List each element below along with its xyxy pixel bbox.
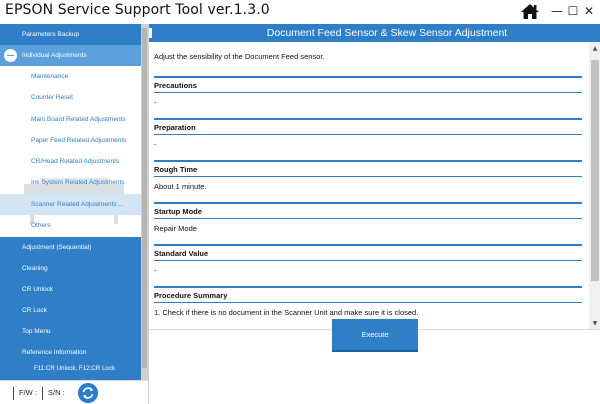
sidebar-subitem-suffix: ... — [118, 201, 124, 208]
maximize-button[interactable]: ☐ — [567, 4, 579, 18]
section-title: Standard Value — [154, 249, 209, 258]
sidebar-subitem-ink-system[interactable]: Ink System Related Adjustments — [31, 179, 125, 187]
section-underline — [154, 302, 582, 303]
section-title: Rough Time — [154, 165, 198, 174]
home-icon[interactable] — [520, 3, 540, 20]
section-body: Repair Mode — [154, 224, 197, 233]
section-title: Procedure Summary — [154, 291, 228, 300]
scroll-up-icon[interactable]: ▲ — [592, 44, 598, 52]
main-panel — [148, 24, 600, 404]
section-underline — [154, 176, 582, 177]
sidebar-item-cleaning[interactable]: Cleaning — [22, 265, 48, 272]
page-title — [149, 24, 600, 42]
status-bar — [0, 380, 148, 404]
intro-text: Adjust the sensibility of the Document Feed sensor. — [154, 52, 325, 61]
header-accent-bar — [149, 28, 152, 38]
sidebar-subitem-cr-head[interactable]: CR/Head Related Adjustments — [31, 158, 120, 166]
close-button[interactable]: ✕ — [583, 4, 595, 18]
sidebar-item-reference-information[interactable]: Reference Information — [22, 349, 87, 356]
section-title: Startup Mode — [154, 207, 202, 216]
content-scrollbar-thumb[interactable] — [591, 60, 599, 281]
sidebar-subitem-paper-feed[interactable]: Paper Feed Related Adjustments — [31, 136, 127, 144]
sidebar-item-individual-adjustments[interactable] — [0, 45, 148, 66]
sidebar-scrollbar[interactable] — [141, 24, 148, 380]
execute-button[interactable]: Execute — [332, 319, 418, 352]
sidebar-subitem-main-board[interactable]: Main Board Related Adjustments — [31, 115, 126, 123]
serial-number-label: S/N : — [48, 388, 65, 397]
section-title: Preparation — [154, 123, 196, 132]
title-bar — [0, 0, 600, 24]
content-area — [149, 42, 589, 329]
section-body: - — [154, 140, 157, 149]
sidebar-subitem-label: Scanner Related Adjustments — [31, 200, 117, 208]
section-rule — [154, 76, 582, 78]
section-rule — [154, 160, 582, 162]
section-underline — [154, 260, 582, 261]
status-divider — [13, 387, 14, 400]
sidebar-subitem-others[interactable]: Others — [31, 222, 51, 230]
section-underline — [154, 218, 582, 219]
content-scrollbar[interactable] — [589, 42, 600, 329]
section-underline — [154, 134, 582, 135]
sidebar-scrollbar-thumb[interactable] — [142, 28, 147, 368]
section-rule — [154, 202, 582, 204]
section-body: - — [154, 98, 157, 107]
refresh-icon[interactable] — [78, 383, 98, 403]
sidebar-item-cr-lock[interactable]: CR Lock — [22, 307, 47, 314]
section-rule — [154, 118, 582, 120]
sidebar — [0, 24, 148, 380]
section-underline — [154, 92, 582, 93]
section-body: 1. Check if there is no document in the Scanner Unit and make sure it is closed. — [154, 308, 419, 317]
app-title: EPSON Service Support Tool ver.1.3.0 — [5, 2, 270, 18]
section-rule — [154, 244, 582, 246]
sidebar-item-cr-unlock[interactable]: CR Unlock — [22, 286, 54, 293]
sidebar-item-parameters-backup[interactable]: Parameters Backup — [22, 31, 80, 38]
section-rule — [154, 286, 582, 288]
status-divider — [42, 387, 43, 400]
section-title: Precautions — [154, 81, 197, 90]
sidebar-subitem-maintenance[interactable]: Maintenance — [31, 73, 69, 80]
page-title-text: Document Feed Sensor & Skew Sensor Adjustment — [266, 27, 508, 39]
scroll-down-icon[interactable]: ▼ — [592, 319, 598, 327]
sidebar-submenu — [0, 66, 148, 237]
sidebar-item-top-menu[interactable]: Top Menu — [22, 328, 51, 335]
section-body: About 1 minute. — [154, 182, 207, 191]
section-body: - — [154, 266, 157, 275]
sidebar-subitem-scanner[interactable] — [0, 194, 148, 215]
sidebar-item-adjustment-sequential[interactable]: Adjustment (Sequential) — [22, 244, 92, 251]
collapse-icon[interactable] — [4, 49, 17, 62]
sidebar-item-label: Individual Adjustments — [22, 52, 87, 59]
shortcut-info: F11:CR Unlock, F12:CR Lock — [34, 365, 116, 372]
sidebar-subitem-counter-reset[interactable]: Counter Reset — [31, 94, 73, 102]
firmware-label: F/W : — [19, 388, 37, 397]
minimize-button[interactable]: — — [551, 4, 563, 18]
